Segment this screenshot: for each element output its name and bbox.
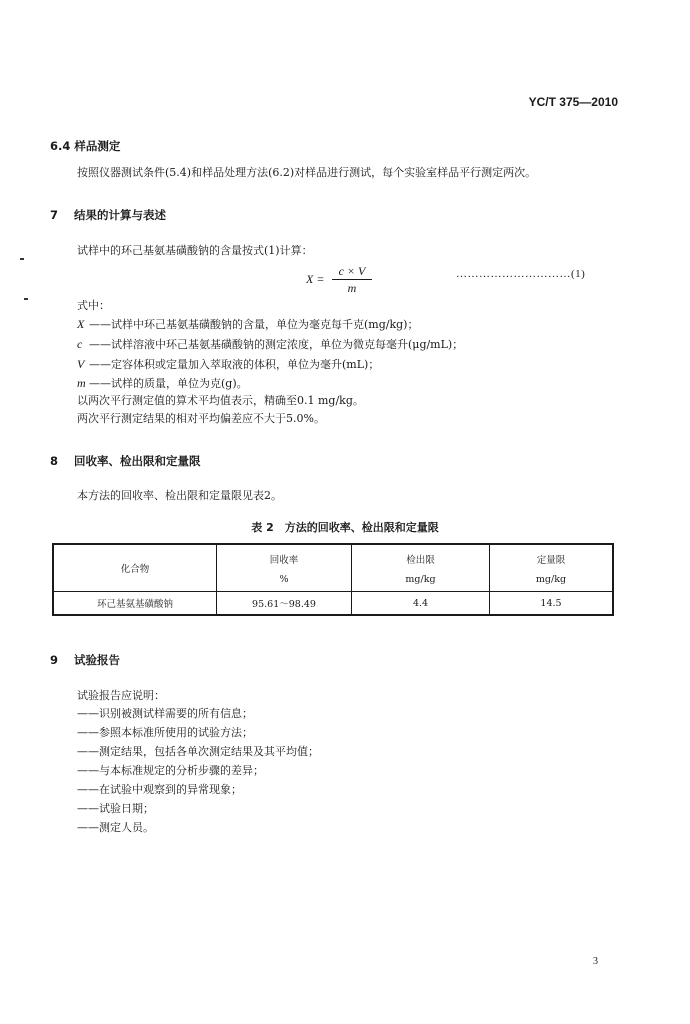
definition-m bbox=[77, 375, 248, 391]
where-label: 式中： bbox=[77, 299, 110, 312]
section-8-heading bbox=[50, 453, 201, 469]
definition-text: ——试样溶液中环己基氨基磺酸钠的测定浓度，单位为微克每毫升(μg/mL)； bbox=[89, 338, 464, 351]
list-item: ——试验日期； bbox=[77, 802, 154, 815]
definition-text: ——定容体积或定量加入萃取液的体积，单位为毫升(mL)； bbox=[89, 358, 380, 371]
table-2-caption: 表 2 方法的回收率、检出限和定量限 bbox=[251, 521, 439, 534]
list-item: ——与本标准规定的分析步骤的差异； bbox=[77, 764, 264, 777]
table-2 bbox=[52, 543, 614, 616]
standard-code: YC/T 375—2010 bbox=[528, 95, 618, 109]
section-number: 6.4 bbox=[50, 139, 71, 153]
header-label: 检出限 bbox=[406, 554, 435, 566]
definition-x bbox=[77, 316, 418, 332]
definition-c bbox=[77, 336, 463, 352]
deviation-note: 两次平行测定结果的相对平均偏差应不大于5.0%。 bbox=[77, 412, 325, 425]
symbol: X bbox=[77, 317, 85, 331]
list-item: ——识别被测试样需要的所有信息； bbox=[77, 707, 253, 720]
section-number: 7 bbox=[50, 208, 59, 222]
section-number: 9 bbox=[50, 653, 59, 667]
symbol: m bbox=[77, 376, 86, 390]
definition-v bbox=[77, 356, 379, 372]
header-compound bbox=[53, 544, 217, 592]
formula-number: …………………………(1) bbox=[456, 268, 586, 280]
cell-lod: 4.4 bbox=[352, 592, 490, 616]
table-header-row bbox=[53, 544, 613, 592]
precision-note: 以两次平行测定值的算术平均值表示，精确至0.1 mg/kg。 bbox=[77, 394, 364, 407]
formula-1 bbox=[300, 262, 440, 294]
section-6-4-heading bbox=[50, 138, 120, 154]
section-7-heading bbox=[50, 207, 166, 223]
section-title: 回收率、检出限和定量限 bbox=[74, 454, 201, 468]
header-lod bbox=[352, 544, 490, 592]
section-8-text: 本方法的回收率、检出限和定量限见表2。 bbox=[77, 489, 282, 502]
section-9-heading bbox=[50, 652, 120, 668]
cell-compound: 环己基氨基磺酸钠 bbox=[53, 592, 217, 616]
symbol: V bbox=[77, 357, 85, 371]
header-unit: mg/kg bbox=[405, 573, 436, 585]
scan-mark bbox=[20, 258, 24, 260]
section-number: 8 bbox=[50, 454, 59, 468]
report-intro: 试验报告应说明： bbox=[77, 689, 165, 702]
section-6-4-text: 按照仪器测试条件(5.4)和样品处理方法(6.2)对样品进行测试，每个实验室样品平行测定两次。 bbox=[77, 166, 537, 179]
formula-numerator: c × V bbox=[338, 264, 366, 278]
formula-intro: 试样中的环己基氨基磺酸钠的含量按式(1)计算： bbox=[77, 244, 313, 257]
cell-loq: 14.5 bbox=[490, 592, 614, 616]
scan-mark bbox=[24, 298, 28, 300]
section-title: 样品测定 bbox=[74, 139, 121, 153]
formula-lhs: X = bbox=[306, 272, 325, 286]
table-row bbox=[53, 592, 613, 616]
definition-text: ——试样中环己基氨基磺酸钠的含量，单位为毫克每千克(mg/kg)； bbox=[89, 318, 419, 331]
page-number: 3 bbox=[593, 956, 598, 967]
list-item: ——测定结果，包括各单次测定结果及其平均值； bbox=[77, 745, 319, 758]
formula-denominator: m bbox=[347, 281, 357, 295]
header-label: 化合物 bbox=[120, 564, 150, 575]
header-label: 回收率 bbox=[269, 554, 299, 566]
list-item: ——在试验中观察到的异常现象； bbox=[77, 783, 242, 796]
list-item: ——参照本标准所使用的试验方法； bbox=[77, 726, 253, 739]
list-item: ——测定人员。 bbox=[77, 821, 154, 834]
cell-recovery: 95.61～98.49 bbox=[217, 592, 352, 616]
header-loq bbox=[490, 544, 614, 592]
symbol: c bbox=[77, 337, 83, 351]
header-label: 定量限 bbox=[536, 554, 566, 566]
section-title: 试验报告 bbox=[74, 653, 121, 667]
section-title: 结果的计算与表述 bbox=[74, 208, 167, 222]
header-unit: % bbox=[279, 573, 289, 585]
definition-text: ——试样的质量，单位为克(g)。 bbox=[89, 377, 248, 390]
header-unit: mg/kg bbox=[535, 573, 567, 585]
formula-fraction bbox=[332, 264, 372, 296]
header-recovery bbox=[217, 544, 352, 592]
fraction-bar bbox=[332, 279, 372, 280]
